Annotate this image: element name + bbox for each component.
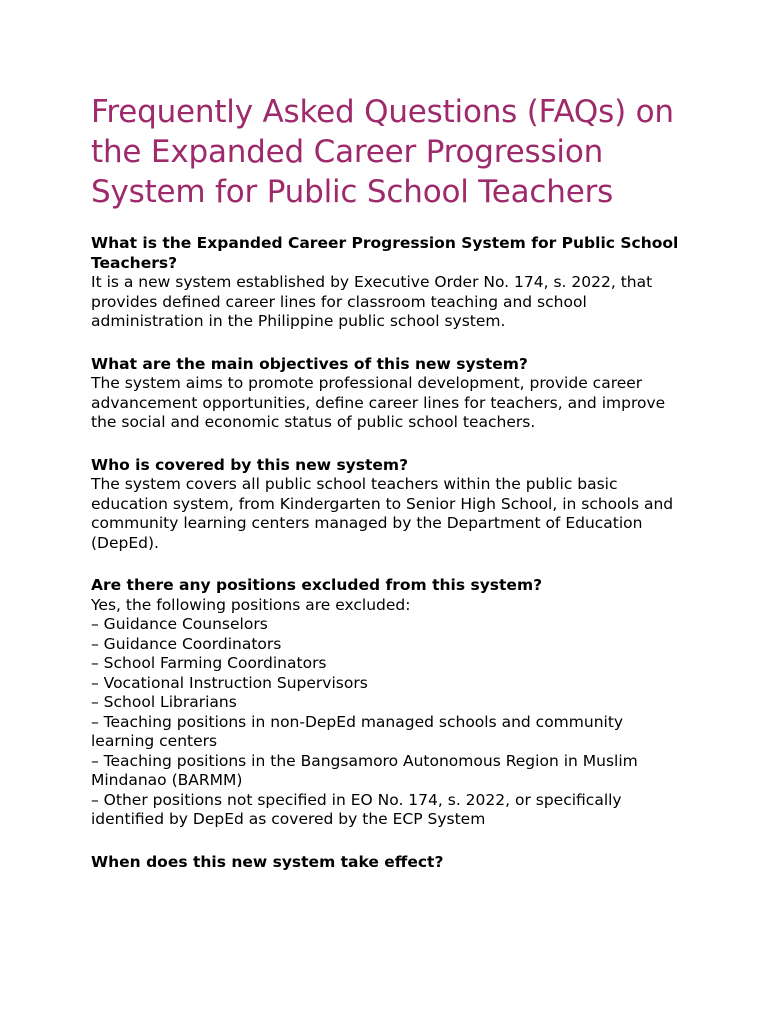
- excluded-position-item: – Teaching positions in non-DepEd managed schools and community learning centers: [91, 712, 624, 750]
- faq-answer: Yes, the following positions are excluded:: [91, 595, 411, 614]
- faq-question: When does this new system take effect?: [91, 852, 444, 871]
- document-page: [91, 92, 691, 895]
- excluded-position-item: – Teaching positions in the Bangsamoro Autonomous Region in Muslim Mindanao (BARMM): [91, 751, 638, 789]
- faq-item-coverage: [91, 456, 691, 554]
- faq-answer: The system covers all public school teachers within the public basic education system, from Kindergarten to Senior High School, in schools and community learning centers managed by the Department of Education (DepEd).: [91, 475, 674, 552]
- excluded-position-item: – School Farming Coordinators: [91, 654, 327, 672]
- faq-item-definition: [91, 234, 691, 332]
- excluded-position-item: – Other positions not specified in EO No. 174, s. 2022, or specifically identified by DepEd as covered by the ECP System: [91, 790, 622, 828]
- faq-answer: It is a new system established by Executive Order No. 174, s. 2022, that provides defined career lines for classroom teaching and school administration in the Philippine public school system.: [91, 273, 653, 330]
- excluded-positions-list: [91, 615, 691, 830]
- faq-question: Who is covered by this new system?: [91, 455, 409, 474]
- excluded-position-item: – Vocational Instruction Supervisors: [91, 673, 368, 692]
- excluded-position-item: – Guidance Coordinators: [91, 634, 282, 653]
- faq-question: Are there any positions excluded from this system?: [91, 576, 543, 594]
- faq-list: [91, 234, 691, 872]
- faq-item-exclusions: [91, 576, 691, 830]
- faq-question: What are the main objectives of this new system?: [91, 354, 528, 373]
- faq-item-effectivity: [91, 853, 691, 873]
- excluded-position-item: – Guidance Counselors: [91, 615, 268, 633]
- faq-question: What is the Expanded Career Progression System for Public School Teachers?: [91, 234, 679, 272]
- faq-answer: The system aims to promote professional development, provide career advancement opportunities, define career lines for teachers, and improve the social and economic status of public school teachers.: [91, 374, 666, 431]
- document-title: Frequently Asked Questions (FAQs) on the Expanded Career Progression System for Public School Teachers: [91, 94, 674, 210]
- faq-item-objectives: [91, 355, 691, 433]
- excluded-position-item: – School Librarians: [91, 693, 237, 711]
